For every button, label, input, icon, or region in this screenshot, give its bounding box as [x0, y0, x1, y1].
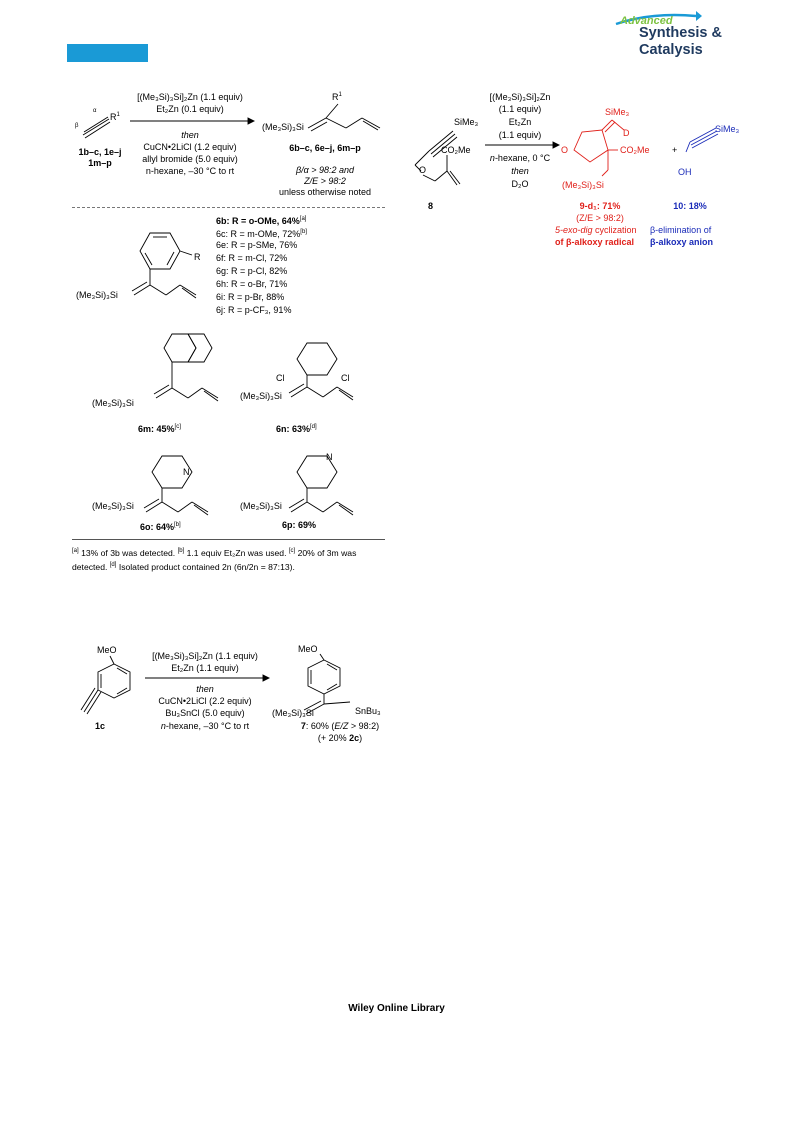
scheme-b-reagent-2: (1.1 equiv): [498, 104, 542, 114]
compound-6n-cl-left: Cl: [276, 373, 285, 383]
compound-6n-structure: [285, 335, 375, 415]
journal-header-bar: [67, 44, 148, 62]
scheme-c-product-meo: MeO: [298, 644, 318, 654]
scheme-c-reagent-3: then: [196, 684, 214, 694]
compound-6p-label: 6p: 69%: [282, 520, 317, 530]
product-10-note-1: β-elimination of: [650, 225, 712, 235]
table-bottom-rule: [72, 539, 385, 540]
scheme-b-reagent-5: n-hexane, 0 °C: [489, 153, 551, 163]
journal-logo-line1: Advanced: [620, 15, 673, 27]
product-note-3: unless otherwise noted: [278, 187, 372, 197]
beta-label: β: [75, 123, 79, 129]
product-10-oh: OH: [678, 167, 692, 177]
product-9-note-2: of β-alkoxy radical: [555, 237, 635, 247]
aryl-product-structure: [120, 225, 215, 305]
footnotes: [a] 13% of 3b was detected. [b] 1.1 equiv Et₂Zn was used. [c] 20% of 3m was detected. [d] Isolated product contained 2n (6n/2n = 87:13).: [72, 547, 357, 572]
product-6h: 6h: R = o-Br, 71%: [216, 279, 288, 289]
section-divider: [72, 207, 385, 208]
aryl-silyl-label: (Me₃Si)₃Si: [76, 290, 118, 300]
product-6i: 6i: R = p-Br, 88%: [216, 292, 285, 302]
reagent-line-5: allyl bromide (5.0 equiv): [142, 154, 238, 164]
product-10-silyl: SiMe₃: [715, 124, 740, 134]
product-note-1: β/α > 98:2 and: [295, 165, 355, 175]
reagent-line-2: Et₂Zn (0.1 equiv): [156, 104, 224, 114]
compound-6n-silyl: (Me₃Si)₃Si: [240, 391, 282, 401]
substrate-8-ester: CO₂Me: [441, 145, 471, 155]
scheme-c-product-label: 7: 60% (E/Z > 98:2): [300, 721, 380, 731]
product-r1-label: $R^1$: [332, 92, 342, 102]
substrate-label-2: 1m–p: [88, 158, 112, 168]
reagent-line-1: [(Me₃Si)₃Si]₂Zn (1.1 equiv): [137, 92, 243, 102]
scheme-c-product-sn: SnBu₃: [355, 706, 381, 716]
r1-label: $R^1$: [110, 112, 120, 122]
product-10-note-2: β-alkoxy anion: [650, 237, 714, 247]
scheme-c-reagent-6: n-hexane, –30 °C to rt: [160, 721, 250, 731]
scheme-c-product-sub: (+ 20% 2c): [317, 733, 363, 743]
reaction-arrow-c: [145, 674, 270, 682]
substrate-8-label: 8: [428, 201, 434, 211]
product-6g: 6g: R = p-Cl, 82%: [216, 266, 288, 276]
scheme-c-product-silyl: (Me₃Si)₃Si: [272, 708, 314, 718]
product-9-ester: CO₂Me: [620, 145, 650, 155]
reaction-arrow-a: [130, 117, 255, 125]
scheme-b-reagent-1: [(Me₃Si)₃Si]₂Zn: [489, 92, 551, 102]
product-6e: 6e: R = p-SMe, 76%: [216, 240, 298, 250]
product-9-o: O: [561, 145, 569, 155]
journal-logo-line3: Catalysis: [639, 42, 703, 58]
reaction-arrow-b: [485, 141, 560, 149]
substrate-label-1: 1b–c, 1e–j: [78, 147, 122, 157]
allyl-product-structure: [308, 100, 388, 140]
scheme-c-reagent-4: CuCN•2LiCl (2.2 equiv): [158, 696, 252, 706]
product-9-ratio: (Z/E > 98:2): [576, 213, 624, 223]
alpha-label: α: [93, 108, 97, 114]
scheme-c-reagent-1: [(Me₃Si)₃Si]₂Zn (1.1 equiv): [152, 651, 258, 661]
aryl-r-label: R: [194, 252, 201, 262]
substrate-8-o: O: [419, 165, 427, 175]
compound-6n-cl-right: Cl: [341, 373, 350, 383]
scheme-b-reagent-6: then: [511, 166, 529, 176]
product-note-2: Z/E > 98:2: [304, 176, 346, 186]
substrate-1c-structure: [82, 656, 142, 736]
product-6c: 6c: R = m-OMe, 72%[b]: [216, 229, 307, 239]
compound-6o-silyl: (Me₃Si)₃Si: [92, 501, 134, 511]
product-label: 6b–c, 6e–j, 6m–p: [289, 143, 361, 153]
reagent-line-3: then: [181, 130, 199, 140]
product-silyl-label: (Me₃Si)₃Si: [262, 122, 304, 132]
product-9-label: 9-d₁: 71%: [579, 201, 621, 211]
substrate-8-silyl: SiMe₃: [454, 117, 479, 127]
compound-6p-silyl: (Me₃Si)₃Si: [240, 501, 282, 511]
scheme-b-reagent-4: (1.1 equiv): [498, 130, 542, 140]
journal-logo-line2: Synthesis &: [639, 25, 722, 41]
product-9-d: D: [623, 128, 630, 138]
scheme-b-reagent-7: D₂O: [511, 179, 529, 189]
product-9-silyl-top: SiMe₃: [605, 107, 630, 117]
product-6j: 6j: R = p-CF₃, 91%: [216, 305, 292, 315]
reagent-line-4: CuCN•2LiCl (1.2 equiv): [143, 142, 237, 152]
product-9-note-1: 5-exo-dig cyclization: [555, 225, 637, 235]
product-9-silyl-bottom: (Me₃Si)₃Si: [562, 180, 604, 190]
footer-wiley: Wiley Online Library: [348, 1003, 445, 1014]
product-10-label: 10: 18%: [673, 201, 707, 211]
scheme-b-reagent-3: Et₂Zn: [508, 117, 532, 127]
compound-6m-silyl: (Me₃Si)₃Si: [92, 398, 134, 408]
compound-6m-label: 6m: 45%[c]: [138, 424, 181, 434]
plus-sign: +: [672, 145, 678, 155]
compound-6m-structure: [140, 330, 230, 420]
scheme-c-reagent-5: Bu₃SnCl (5.0 equiv): [165, 708, 245, 718]
compound-6o-n: N: [183, 467, 190, 477]
reagent-line-6: n-hexane, –30 °C to rt: [145, 166, 235, 176]
compound-6o-structure: [140, 450, 230, 530]
scheme-c-substrate-meo: MeO: [97, 645, 117, 655]
compound-6n-label: 6n: 63%[d]: [276, 424, 317, 434]
product-6b: 6b: R = o-OMe, 64%[a]: [216, 216, 307, 226]
scheme-c-reagent-2: Et₂Zn (1.1 equiv): [171, 663, 239, 673]
compound-6o-label: 6o: 64%[b]: [140, 522, 181, 532]
scheme-c-substrate-label: 1c: [95, 721, 106, 731]
compound-6p-n: N: [326, 452, 333, 462]
product-6f: 6f: R = m-Cl, 72%: [216, 253, 288, 263]
